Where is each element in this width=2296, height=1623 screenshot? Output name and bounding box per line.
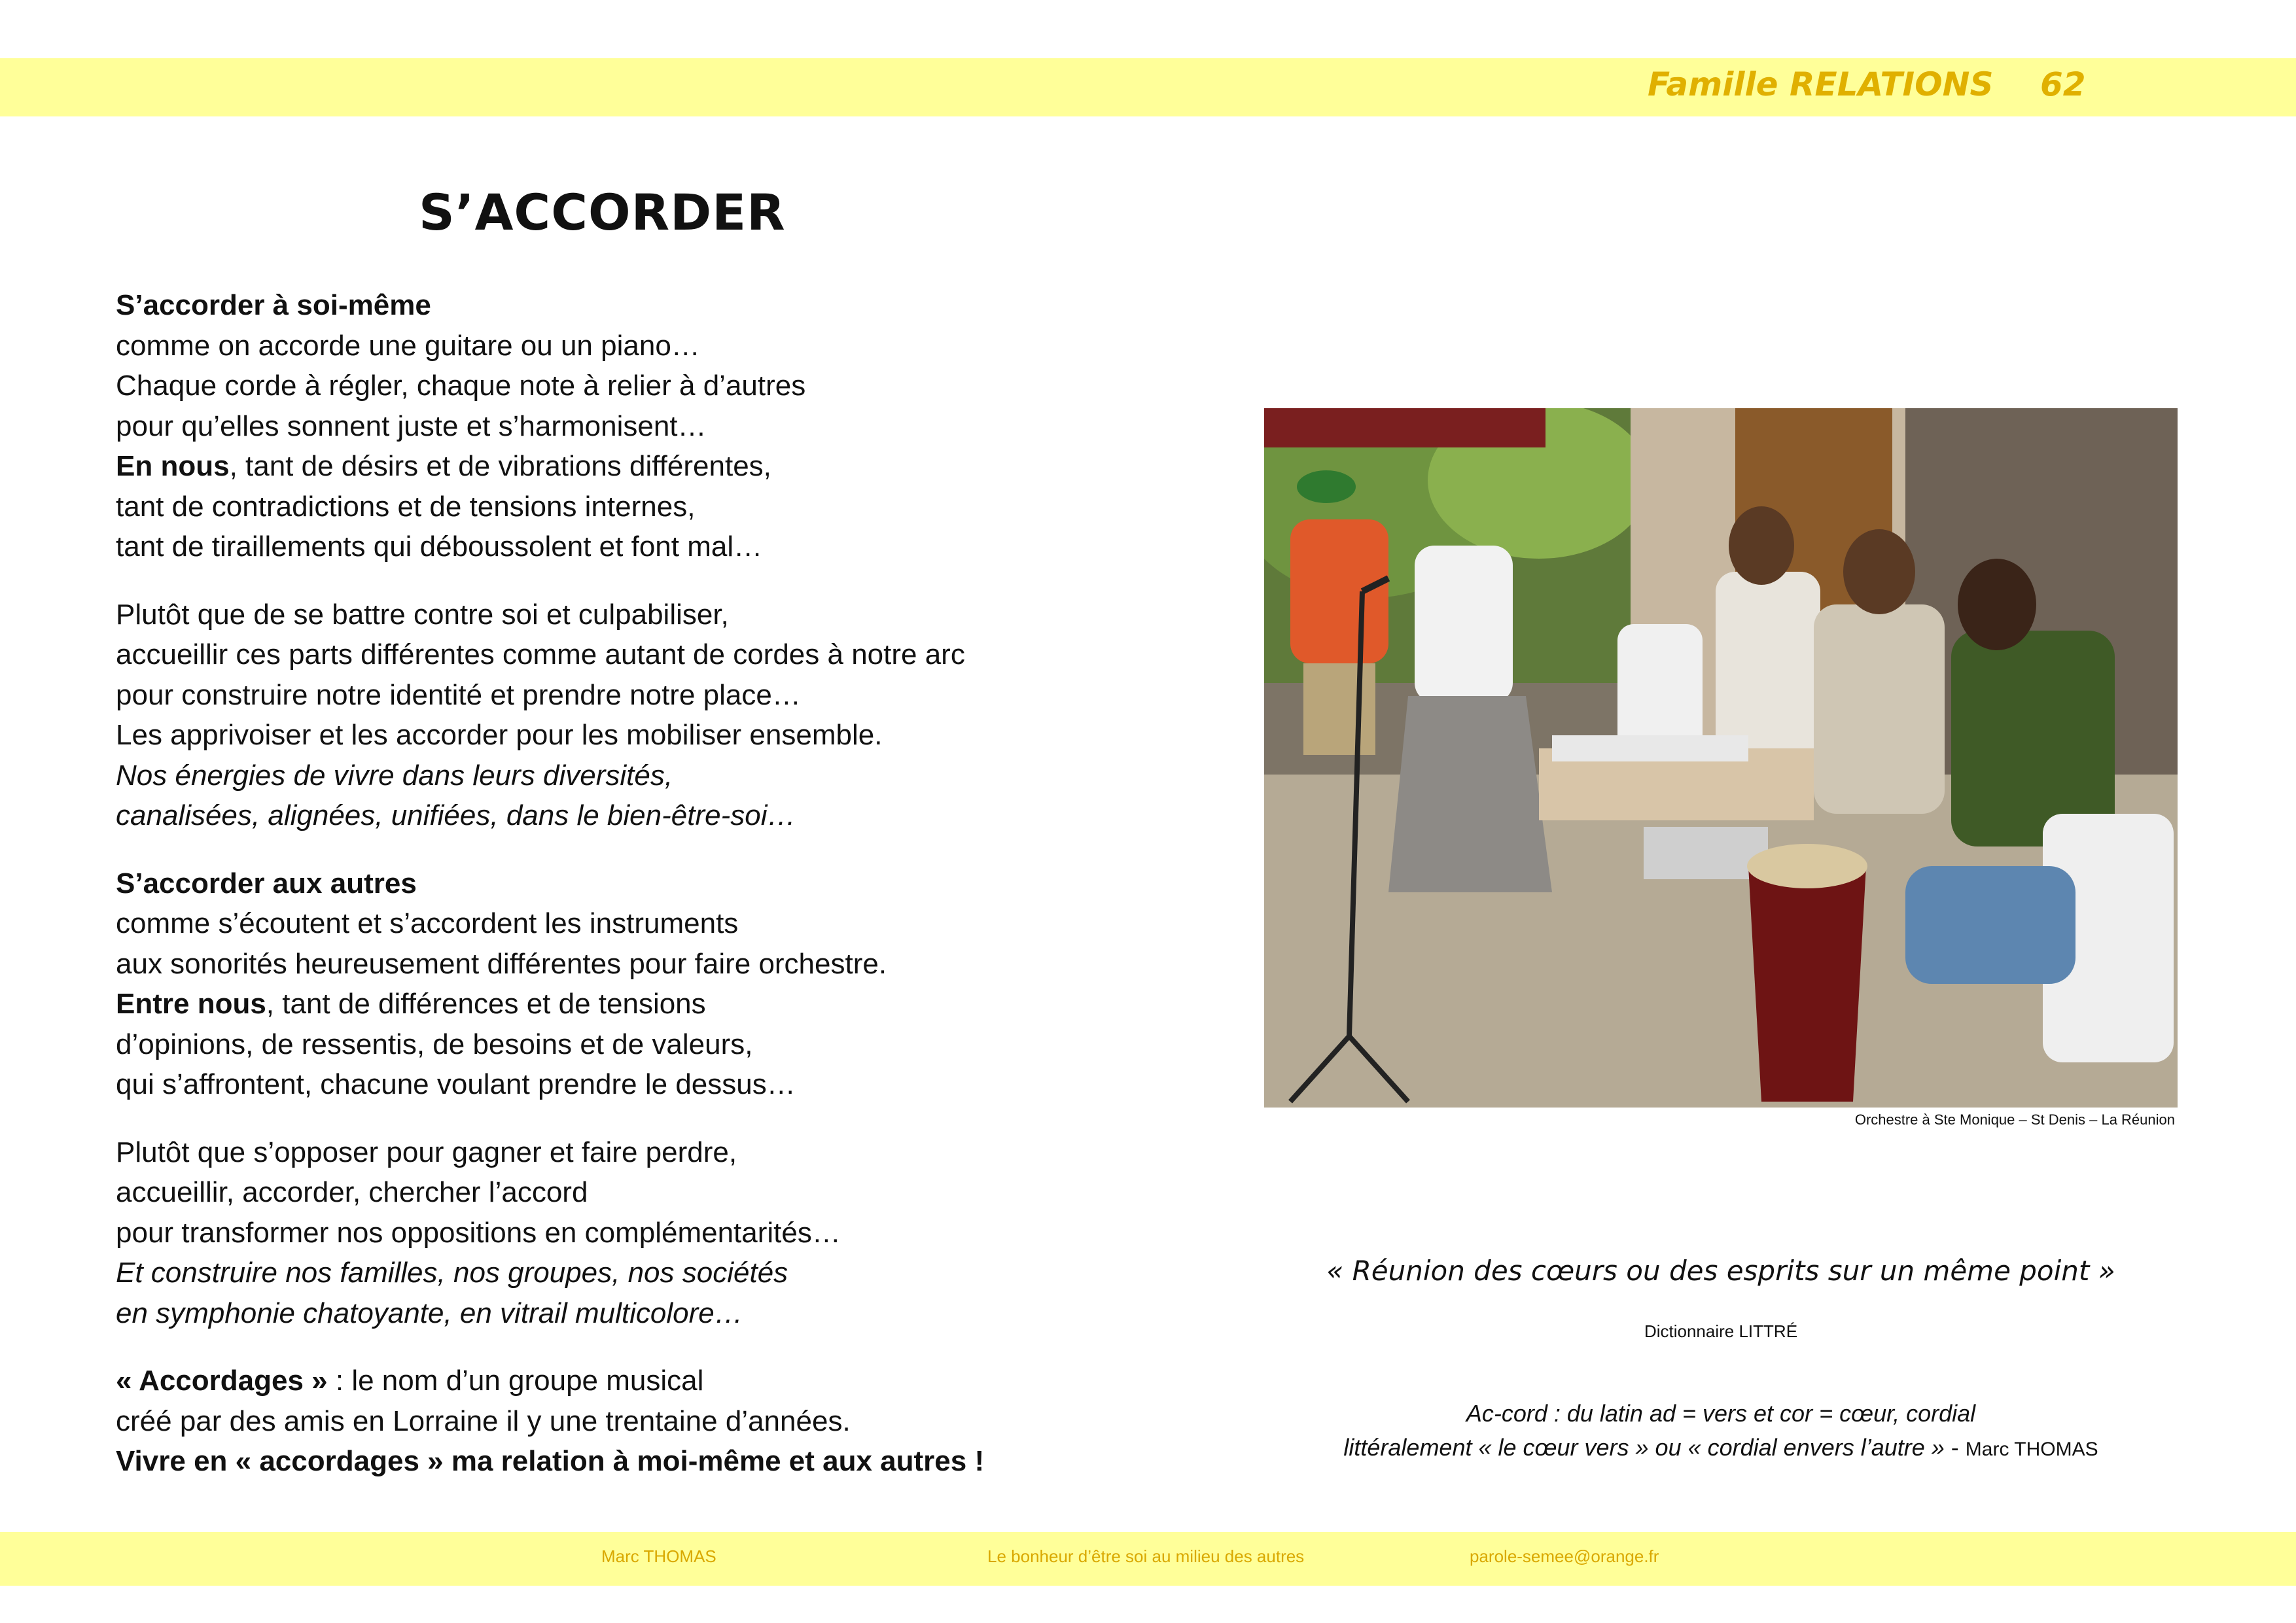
poem-line: canalisées, alignées, unifiées, dans le bien-être-soi…: [116, 799, 796, 831]
poem-line: Chaque corde à régler, chaque note à relier à d’autres: [116, 370, 806, 402]
poem-line: tant de tiraillements qui déboussolent et font mal…: [116, 531, 763, 563]
poem-line: Vivre en « accordages » ma relation à moi-même et aux autres !: [116, 1445, 985, 1477]
poem-line: comme s’écoutent et s’accordent les instruments: [116, 907, 739, 939]
orchestra-photo: [1264, 408, 2178, 1108]
page-title: S’ACCORDER: [419, 183, 786, 241]
etymology-line: Ac-cord : du latin ad = vers et cor = cœur, cordial: [1466, 1400, 1976, 1427]
poem-line: Et construire nos familles, nos groupes, nos sociétés: [116, 1257, 788, 1289]
etymology: [1263, 1397, 2179, 1467]
stanza-4: [116, 1132, 1228, 1334]
dictionary-quote: « Réunion des cœurs ou des esprits sur un même point »: [1326, 1255, 2115, 1287]
poem-line: pour transformer nos oppositions en complémentarités…: [116, 1216, 841, 1249]
stanza-2: [116, 595, 1228, 836]
poem-line: accueillir, accorder, chercher l’accord: [116, 1176, 588, 1208]
photo-caption: Orchestre à Ste Monique – St Denis – La Réunion: [1854, 1111, 2175, 1128]
footer-email: parole-semee@orange.fr: [1470, 1546, 1659, 1566]
poem-line: [116, 984, 1228, 1024]
poem-emphasis: Entre nous: [116, 988, 266, 1020]
stanza-3: [116, 864, 1228, 1105]
footer-book-title: Le bonheur d’être soi au milieu des autres: [987, 1546, 1305, 1566]
etymology-line: [1263, 1431, 2179, 1467]
poem-line: Nos énergies de vivre dans leurs diversités,: [116, 759, 673, 792]
stanza-1: [116, 285, 1228, 567]
quote-source: Dictionnaire LITTRÉ: [1644, 1321, 1798, 1341]
etymology-author: Marc THOMAS: [1965, 1439, 2098, 1460]
poem-line: [116, 446, 1228, 487]
poem-line: [116, 1361, 1228, 1401]
poem-emphasis: « Accordages »: [116, 1365, 328, 1397]
stanza-5: [116, 1361, 1228, 1482]
poem-emphasis: En nous: [116, 450, 230, 482]
poem-line: qui s’affrontent, chacune voulant prendre le dessus…: [116, 1068, 796, 1100]
poem-line: comme on accorde une guitare ou un piano…: [116, 329, 700, 362]
footer-author: Marc THOMAS: [601, 1546, 716, 1566]
poem-line: accueillir ces parts différentes comme autant de cordes à notre arc: [116, 638, 965, 671]
poem-line-rest: , tant de désirs et de vibrations différentes,: [229, 450, 771, 482]
poem-line: S’accorder aux autres: [116, 867, 417, 899]
poem-line: Plutôt que de se battre contre soi et culpabiliser,: [116, 598, 729, 631]
poem-line: aux sonorités heureusement différentes pour faire orchestre.: [116, 947, 887, 980]
poem-line-rest: , tant de différences et de tensions: [266, 988, 706, 1020]
poem: [116, 285, 1228, 1509]
etymology-text: littéralement « le cœur vers » ou « cordial envers l’autre »: [1343, 1434, 1945, 1461]
etymology-dash: -: [1944, 1434, 1966, 1461]
poem-line: d’opinions, de ressentis, de besoins et de valeurs,: [116, 1028, 753, 1060]
poem-line: en symphonie chatoyante, en vitrail multicolore…: [116, 1297, 743, 1329]
orchestra-photo-illustration: [1264, 408, 2178, 1108]
header-family-title: Famille RELATIONS: [1648, 65, 1994, 103]
poem-line: S’accorder à soi-même: [116, 289, 431, 321]
poem-line: Les apprivoiser et les accorder pour les mobiliser ensemble.: [116, 719, 883, 751]
poem-line: créé par des amis en Lorraine il y une trentaine d’années.: [116, 1405, 851, 1437]
page-number: 62: [2040, 65, 2086, 103]
poem-line-rest: : le nom d’un groupe musical: [327, 1365, 704, 1397]
poem-line: tant de contradictions et de tensions internes,: [116, 490, 696, 523]
poem-line: Plutôt que s’opposer pour gagner et faire perdre,: [116, 1136, 737, 1168]
poem-line: pour qu’elles sonnent juste et s’harmonisent…: [116, 410, 707, 442]
poem-line: pour construire notre identité et prendre notre place…: [116, 678, 801, 711]
